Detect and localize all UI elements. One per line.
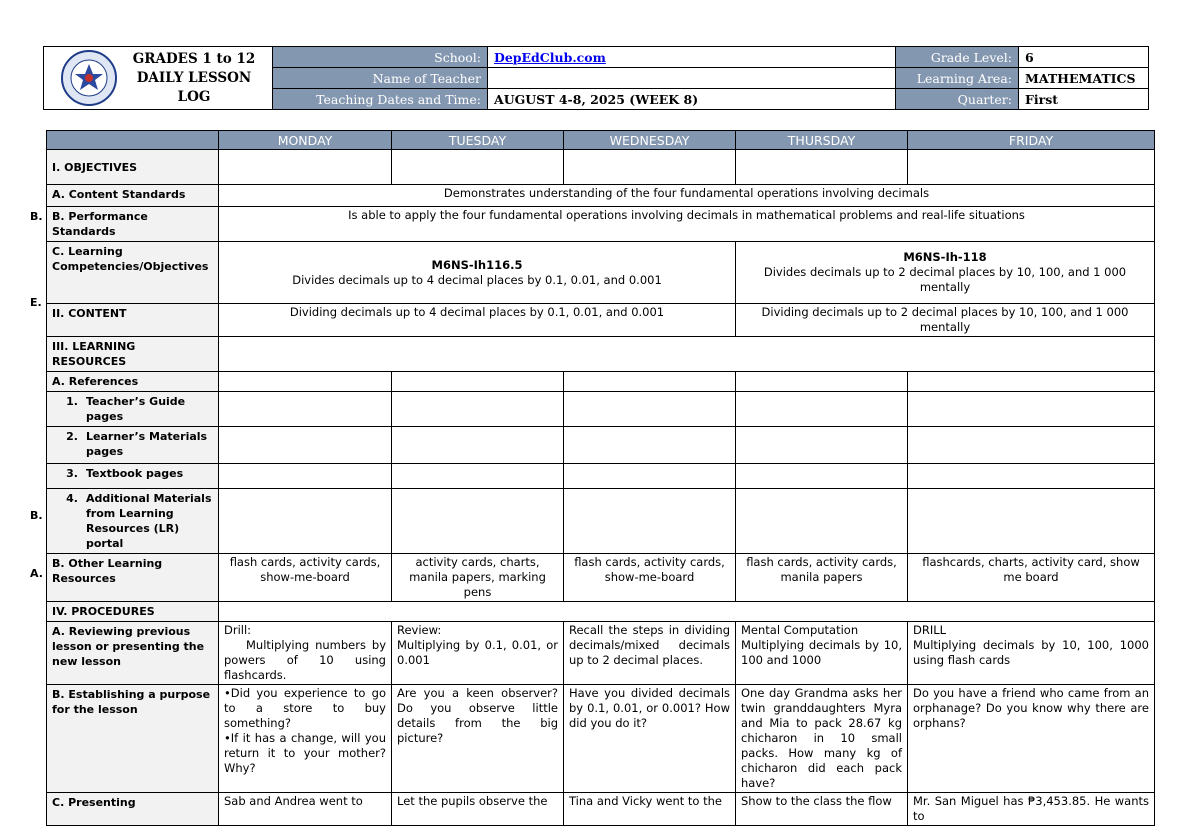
ref-number-1: 1. <box>66 395 78 408</box>
cell[interactable] <box>564 427 736 464</box>
other-resources-wednesday: flash cards, activity cards, show-me-board <box>564 554 736 602</box>
row-references: A. References <box>47 372 219 392</box>
reviewing-friday-text: Multiplying decimals by 10, 100, 1000 using flash cards <box>913 638 1149 667</box>
deped-seal-logo <box>56 48 122 108</box>
establishing-monday <box>219 685 392 793</box>
cell[interactable] <box>219 337 1155 372</box>
cell[interactable] <box>392 372 564 392</box>
row-other-resources: B. Other Learning Resources <box>47 554 219 602</box>
dates-label: Teaching Dates and Time: <box>273 89 488 110</box>
establishing-friday: Do you have a friend who came from an orphanage? Do you know why there are orphans? <box>908 685 1155 793</box>
ref-label-2: Learner’s Materials pages <box>86 430 208 458</box>
margin-letter-a: A. <box>30 567 43 580</box>
presenting-friday: Mr. San Miguel has ₱3,453.85. He wants to <box>908 793 1155 826</box>
cell[interactable] <box>219 602 1155 622</box>
row-performance-standards: B. Performance Standards <box>47 207 219 242</box>
row-teachers-guide <box>47 392 219 427</box>
other-resources-friday: flashcards, charts, activity card, show me board <box>908 554 1155 602</box>
day-friday: FRIDAY <box>908 131 1155 150</box>
competency-code-1: M6NS-Ih116.5 <box>431 257 523 272</box>
reviewing-monday <box>219 622 392 685</box>
cell[interactable] <box>736 489 908 554</box>
cell[interactable] <box>392 150 564 185</box>
competency-code-2: M6NS-Ih-118 <box>903 250 987 264</box>
school-link[interactable]: DepEdClub.com <box>494 49 606 65</box>
cell[interactable] <box>392 392 564 427</box>
cell[interactable] <box>908 150 1155 185</box>
cell[interactable] <box>908 392 1155 427</box>
performance-standards-text: Is able to apply the four fundamental operations involving decimals in mathematical problems and real-life situations <box>219 207 1155 242</box>
establishing-monday-q2: •If it has a change, will you return it to your mother? Why? <box>224 731 386 775</box>
margin-letter-e: E. <box>30 296 42 309</box>
cell[interactable] <box>219 150 392 185</box>
cell[interactable] <box>908 372 1155 392</box>
row-procedures: IV. PROCEDURES <box>47 602 219 622</box>
reviewing-tuesday <box>392 622 564 685</box>
teacher-label: Name of Teacher <box>273 68 488 89</box>
cell[interactable] <box>736 372 908 392</box>
grade-level-label: Grade Level: <box>896 47 1019 68</box>
school-label: School: <box>273 47 488 68</box>
cell[interactable] <box>219 489 392 554</box>
quarter-value: First <box>1019 89 1149 110</box>
header-title-cell <box>44 47 273 110</box>
competency-1 <box>219 242 736 304</box>
cell[interactable] <box>908 427 1155 464</box>
lesson-log-table <box>46 130 1155 826</box>
other-resources-tuesday: activity cards, charts, manila papers, marking pens <box>392 554 564 602</box>
cell[interactable] <box>736 464 908 489</box>
reviewing-thursday <box>736 622 908 685</box>
cell[interactable] <box>219 427 392 464</box>
presenting-monday: Sab and Andrea went to <box>219 793 392 826</box>
row-additional-materials <box>47 489 219 554</box>
ref-number-4: 4. <box>66 492 78 505</box>
presenting-wednesday: Tina and Vicky went to the <box>564 793 736 826</box>
cell[interactable] <box>564 489 736 554</box>
margin-letter-b: B. <box>30 210 43 223</box>
day-thursday: THURSDAY <box>736 131 908 150</box>
cell[interactable] <box>564 372 736 392</box>
cell[interactable] <box>736 392 908 427</box>
cell[interactable] <box>219 392 392 427</box>
day-wednesday: WEDNESDAY <box>564 131 736 150</box>
reviewing-friday-title: DRILL <box>913 623 947 637</box>
establishing-monday-q1: •Did you experience to go to a store to buy something? <box>224 686 386 730</box>
cell[interactable] <box>219 464 392 489</box>
form-title-line2: DAILY LESSON LOG <box>136 69 252 105</box>
establishing-thursday: One day Grandma asks her twin granddaughters Myra and Mia to pack 28.67 kg chicharon in 10 small packs. How many kg of chicharon did each pack have? <box>736 685 908 793</box>
content-text-2: Dividing decimals up to 2 decimal places by 10, 100, and 1 000 mentally <box>736 304 1155 337</box>
ref-label-1: Teacher’s Guide pages <box>86 395 186 423</box>
cell[interactable] <box>736 427 908 464</box>
row-reviewing: A. Reviewing previous lesson or presenting the new lesson <box>47 622 219 685</box>
row-objectives: I. OBJECTIVES <box>47 150 219 185</box>
cell[interactable] <box>392 427 564 464</box>
cell[interactable] <box>908 464 1155 489</box>
learning-area-value: MATHEMATICS <box>1019 68 1149 89</box>
teacher-value <box>488 68 896 89</box>
content-text-1: Dividing decimals up to 4 decimal places by 0.1, 0.01, and 0.001 <box>219 304 736 337</box>
quarter-label: Quarter: <box>896 89 1019 110</box>
ref-label-4: Additional Materials from Learning Resources (LR) portal <box>86 492 212 550</box>
row-textbook <box>47 464 219 489</box>
dates-value: AUGUST 4-8, 2025 (WEEK 8) <box>488 89 896 110</box>
competency-2 <box>736 242 1155 304</box>
ref-number-2: 2. <box>66 430 78 443</box>
row-learners-materials <box>47 427 219 464</box>
reviewing-monday-text: Multiplying numbers by powers of 10 using flashcards. <box>224 638 386 682</box>
establishing-tuesday: Are you a keen observer? Do you observe little details from the big picture? <box>392 685 564 793</box>
ref-label-3: Textbook pages <box>86 467 184 480</box>
establishing-wednesday: Have you divided decimals by 0.1, 0.01, or 0.001? How did you do it? <box>564 685 736 793</box>
reviewing-wednesday: Recall the steps in dividing decimals/mixed decimals up to 2 decimal places. <box>564 622 736 685</box>
reviewing-thursday-title: Mental Computation <box>741 623 859 637</box>
day-tuesday: TUESDAY <box>392 131 564 150</box>
cell[interactable] <box>564 150 736 185</box>
cell[interactable] <box>564 464 736 489</box>
margin-letter-b2: B. <box>30 509 43 522</box>
competency-text-1: Divides decimals up to 4 decimal places by 0.1, 0.01, and 0.001 <box>292 272 662 287</box>
presenting-thursday: Show to the class the flow <box>736 793 908 826</box>
row-presenting: C. Presenting <box>47 793 219 826</box>
row-content-standards: A. Content Standards <box>47 185 219 207</box>
day-monday: MONDAY <box>219 131 392 150</box>
reviewing-thursday-text: Multiplying decimals by 10, 100 and 1000 <box>741 638 902 667</box>
cell[interactable] <box>736 150 908 185</box>
row-establishing-purpose: B. Establishing a purpose for the lesson <box>47 685 219 793</box>
grade-level-value: 6 <box>1019 47 1149 68</box>
school-value[interactable] <box>488 47 896 68</box>
reviewing-friday <box>908 622 1155 685</box>
cell[interactable] <box>219 372 392 392</box>
header-table <box>43 46 1149 110</box>
cell[interactable] <box>392 464 564 489</box>
row-learning-resources: III. LEARNING RESOURCES <box>47 337 219 372</box>
other-resources-monday: flash cards, activity cards, show-me-board <box>219 554 392 602</box>
content-standards-text: Demonstrates understanding of the four fundamental operations involving decimals <box>219 185 1155 207</box>
cell[interactable] <box>392 489 564 554</box>
row-competencies: C. Learning Competencies/Objectives <box>47 242 219 304</box>
row-content: II. CONTENT <box>47 304 219 337</box>
cell[interactable] <box>564 392 736 427</box>
header-corner <box>47 131 219 150</box>
competency-text-2: Divides decimals up to 2 decimal places by 10, 100, and 1 000 mentally <box>763 265 1127 294</box>
form-title-line1: GRADES 1 to 12 <box>132 50 256 67</box>
reviewing-monday-title: Drill: <box>224 623 252 637</box>
presenting-tuesday: Let the pupils observe the <box>392 793 564 826</box>
cell[interactable] <box>908 489 1155 554</box>
ref-number-3: 3. <box>66 467 78 480</box>
learning-area-label: Learning Area: <box>896 68 1019 89</box>
reviewing-tuesday-title: Review: <box>397 623 442 637</box>
other-resources-thursday: flash cards, activity cards, manila papers <box>736 554 908 602</box>
reviewing-tuesday-text: Multiplying by 0.1, 0.01, or 0.001 <box>397 638 558 667</box>
